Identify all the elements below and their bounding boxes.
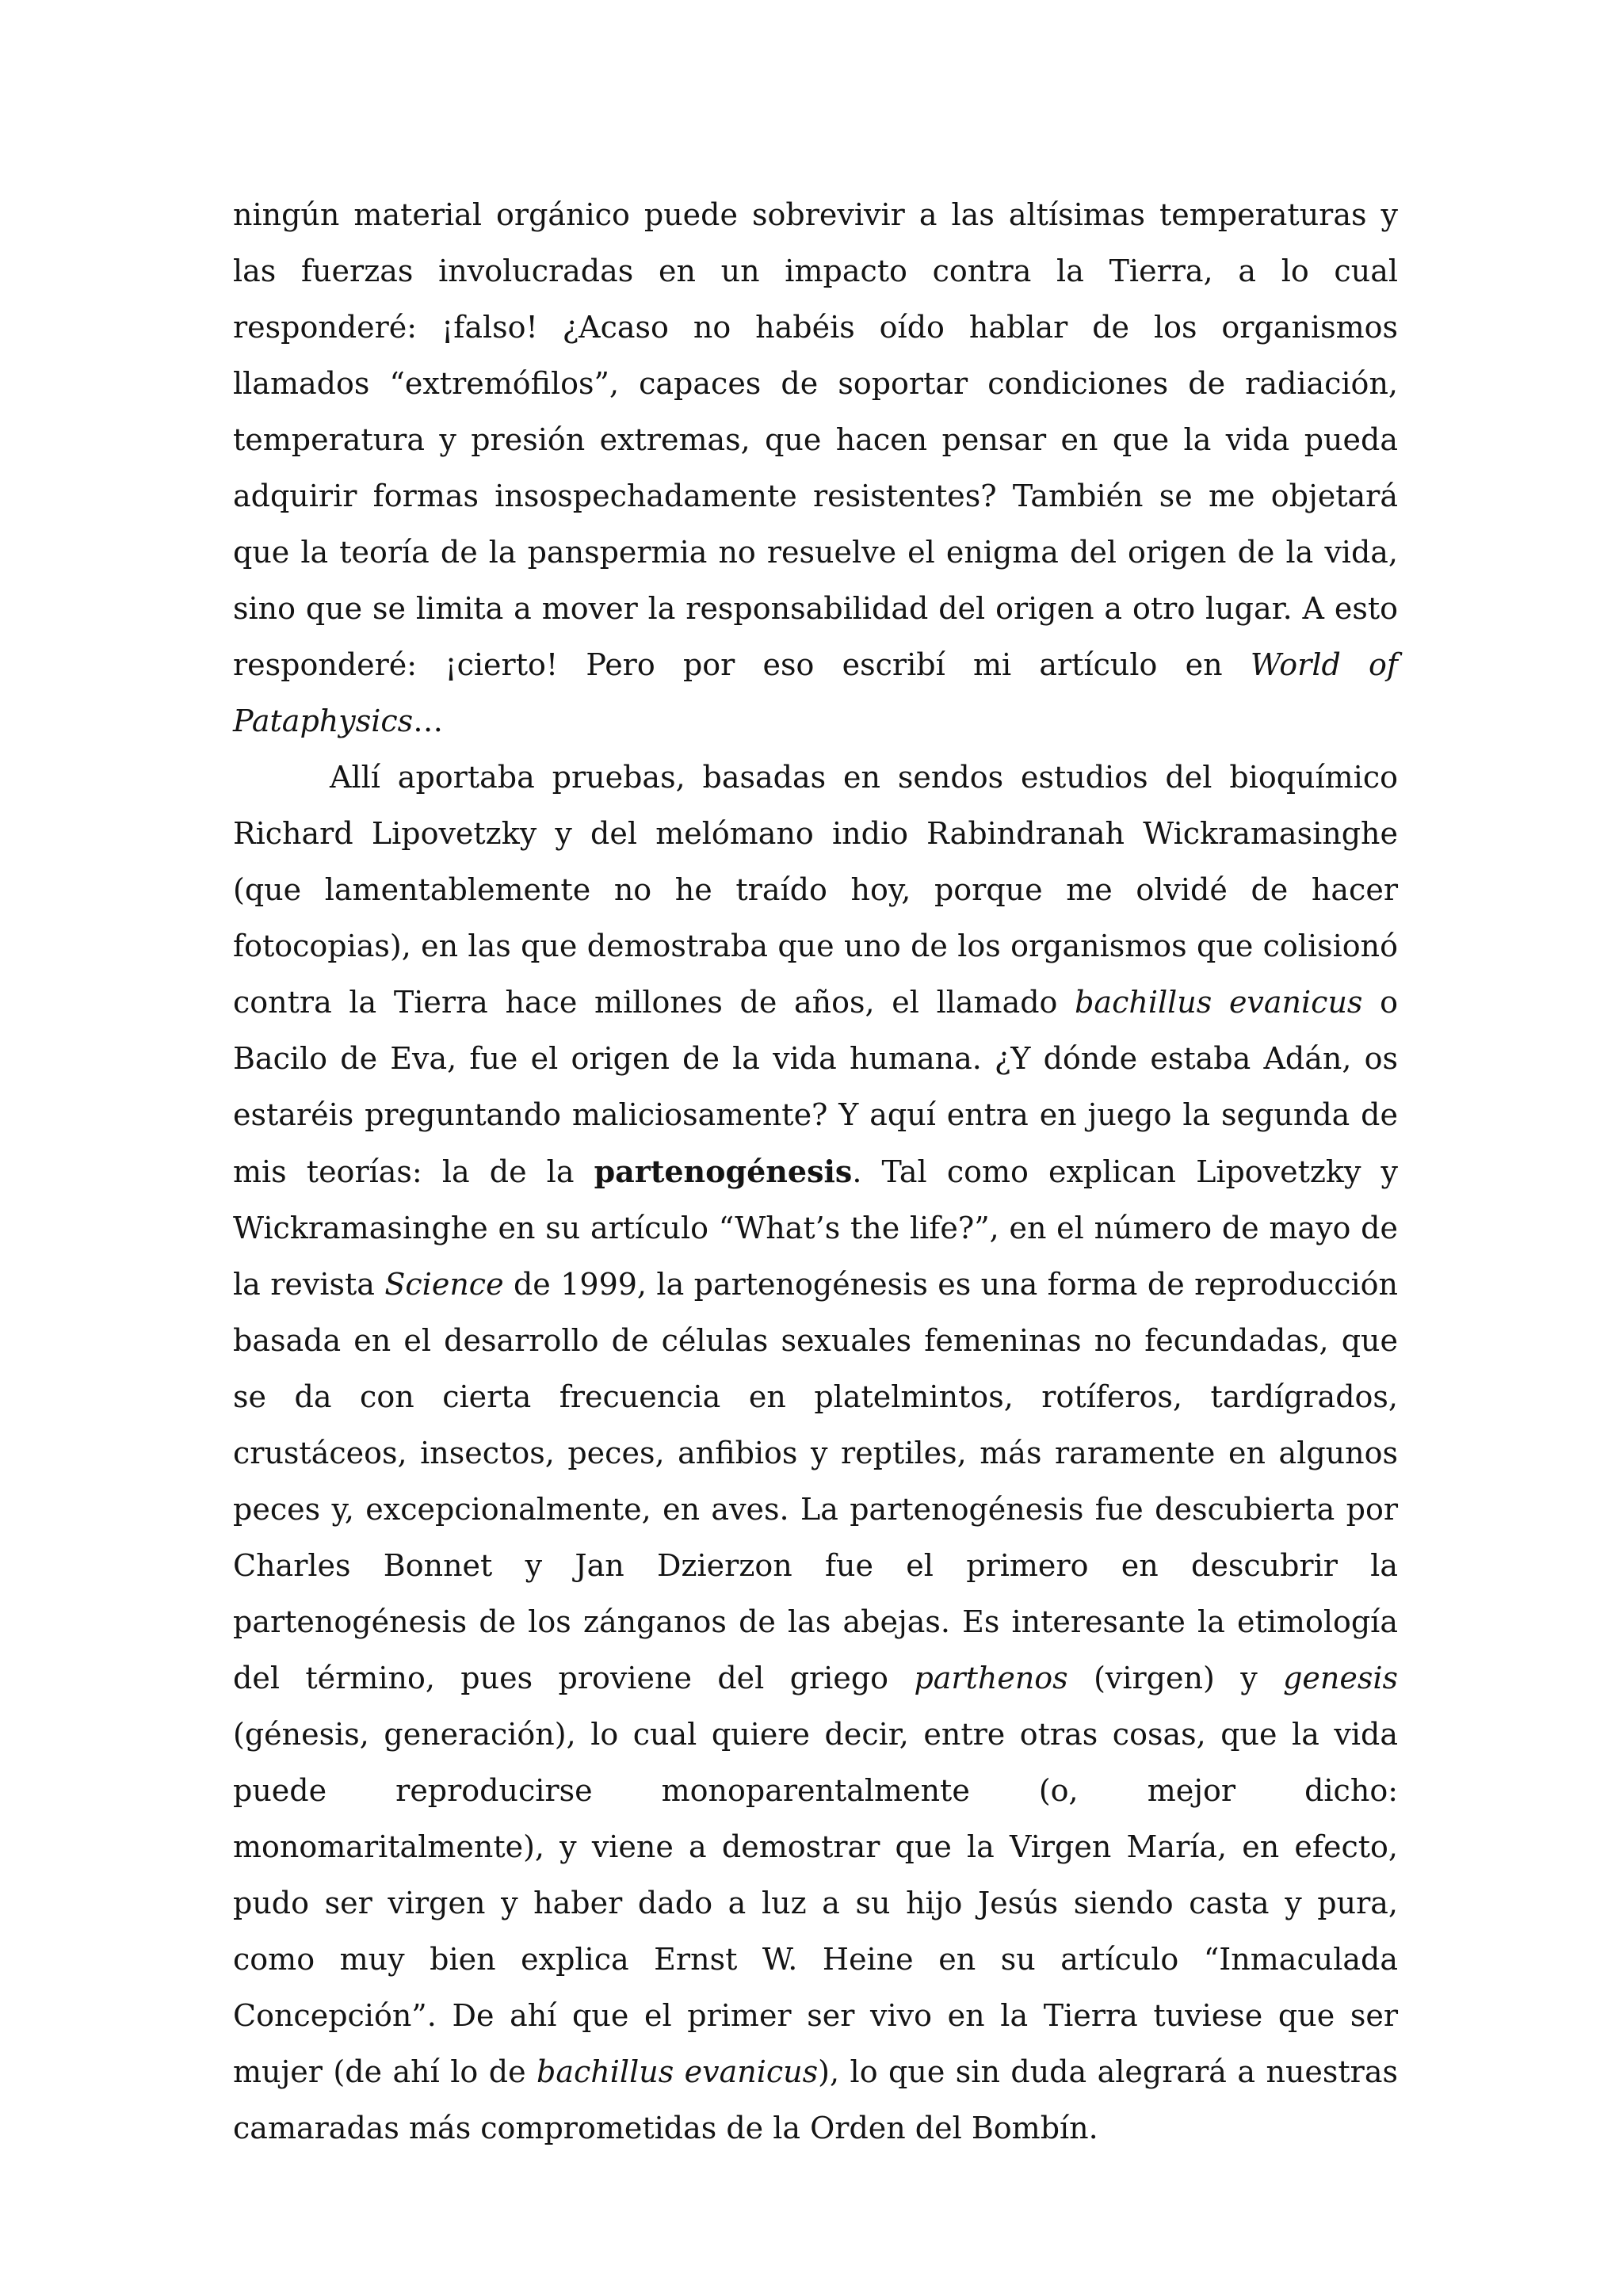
paragraph-2-text-2: o Bacilo de Eva, fue el origen de la vida humana. ¿Y dónde estaba Adán, os estaréis preguntando maliciosamente? Y aquí entra en juego la segunda de mis teorías: la de la: [233, 985, 1398, 1189]
paragraph-2-text-6: (génesis, generación), lo cual quiere decir, entre otras cosas, que la vida puede reproducirse monoparentalmente (o, mejor dicho: monomaritalmente), y viene a demostrar que la Virgen María, en efecto, pudo ser virgen y haber dado a luz a su hijo Jesús siendo casta y pura, como muy bien explica Ernst W. Heine en su artículo “Inmaculada Concepción”. De ahí que el primer ser vivo en la Tierra tuviese que ser mujer (de ahí lo de: [233, 1717, 1398, 2089]
paragraph-1: [233, 187, 1398, 749]
paragraph-2-text-5: (virgen) y: [1067, 1661, 1284, 1695]
paragraph-1-text-1: ningún material orgánico puede sobrevivir a las altísimas temperaturas y las fuerzas involucradas en un impacto contra la Tierra, a lo cual responderé: ¡falso! ¿Acaso no habéis oído hablar de los organismos llamados “extremófilos”, capaces de soportar condiciones de radiación, temperatura y presión extremas, que hacen pensar en que la vida pueda adquirir formas insospechadamente resistentes? También se me objetará que la teoría de la panspermia no resuelve el enigma del origen de la vida, sino que se limita a mover la responsabilidad del origen a otro lugar. A esto responderé: ¡cierto! Pero por eso escribí mi artículo en: [233, 197, 1398, 682]
document-page: [233, 187, 1398, 2157]
paragraph-2-text-4: de 1999, la partenogénesis es una forma de reproducción basada en el desarrollo de células sexuales femeninas no fecundadas, que se da con cierta frecuencia en platelmintos, rotíferos, tardígrados, crustáceos, insectos, peces, anfibios y reptiles, más raramente en algunos peces y, excepcionalmente, en aves. La partenogénesis fue descubierta por Charles Bonnet y Jan Dzierzon fue el primero en descubrir la partenogénesis de los zánganos de las abejas. Es interesante la etimología del término, pues proviene del griego: [233, 1267, 1399, 1695]
paragraph-2-text-1: Allí aportaba pruebas, basadas en sendos estudios del bioquímico Richard Lipovetzky y del melómano indio Rabindranah Wickramasinghe (que lamentablemente no he traído hoy, porque me olvidé de hacer fotocopias), en las que demostraba que uno de los organismos que colisionó contra la Tierra hace millones de años, el llamado: [233, 760, 1398, 1020]
paragraph-2-italic-bachillus-evanicus-2: bachillus evanicus: [537, 2054, 819, 2089]
paragraph-2-text-3: . Tal como explican Lipovetzky y Wickramasinghe en su artículo “What’s the life?”, en el número de mayo de la revista: [233, 1154, 1398, 1302]
paragraph-2-italic-science: Science: [384, 1267, 504, 1302]
paragraph-2-text-7: ), lo que sin duda alegrará a nuestras camaradas más comprometidas de la Orden del Bombín.: [233, 2054, 1398, 2145]
paragraph-1-text-2: …: [413, 704, 444, 738]
paragraph-2: [233, 749, 1398, 2157]
paragraph-2-bold-partenogenesis: partenogénesis: [594, 1154, 853, 1189]
paragraph-2-italic-bachillus-evanicus: bachillus evanicus: [1075, 985, 1363, 1020]
paragraph-2-italic-parthenos: parthenos: [914, 1661, 1068, 1695]
paragraph-1-italic-world-of-pataphysics: World of Pataphysics: [233, 647, 1398, 738]
paragraph-2-italic-genesis: genesis: [1283, 1661, 1398, 1695]
